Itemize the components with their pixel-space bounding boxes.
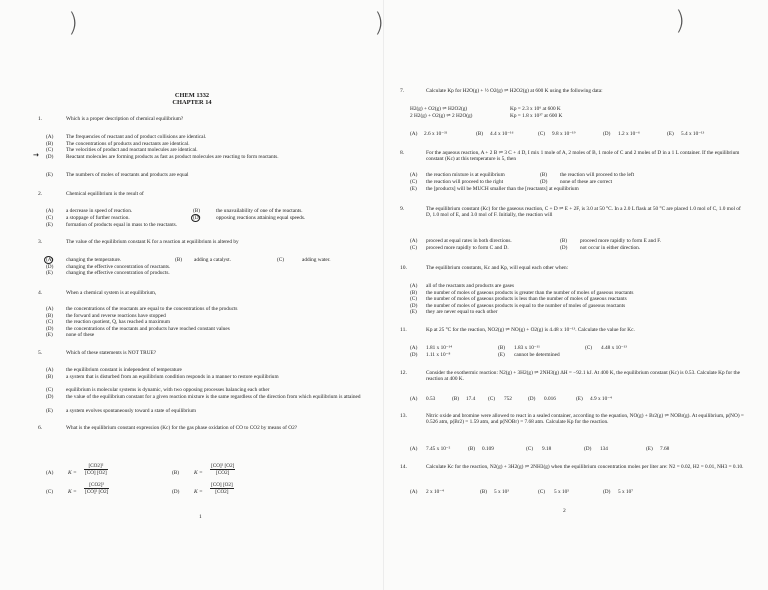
question-stem: When a chemical system is at equilibrium, — [66, 290, 157, 296]
option-text: adding water. — [302, 257, 331, 263]
option-text: a system that is disturbed from an equilibrium condition responds in a manner to restore equilibrium — [66, 373, 279, 380]
option-label: (C) — [526, 446, 534, 452]
option-label: (A) — [46, 134, 54, 140]
option-label: (C) — [46, 319, 54, 325]
question-stem: For the aqueous reaction, A + 2 B ⇌ 3 C + 4 D, I mix 1 mole of A, 2 moles of B, 1 mole of C and 2 moles of D in a 1 L container. If the equilibrium constant (Kc) at this temperature is 5, then — [426, 150, 740, 163]
fraction-denominator: [CO]² [O2] — [85, 489, 109, 495]
option-label: (D) — [193, 215, 201, 221]
option-label: (D) — [46, 153, 54, 160]
binder-hole-mark: ) — [68, 8, 79, 38]
option-text: Reactant molecules are forming products as fast as product molecules are reacting to form reactants. — [66, 153, 279, 160]
option-text: a decrease in speed of reaction. — [66, 208, 133, 214]
option-label: (E) — [576, 396, 583, 402]
option-text: 752 — [504, 396, 512, 402]
option-label: (A) — [410, 489, 418, 495]
option-label: (D) — [603, 131, 611, 137]
fraction-numerator: [CO2]² — [84, 463, 108, 470]
k-expression: K = — [194, 470, 203, 476]
question-number: 14. — [400, 464, 407, 470]
question-stem: Which is a proper description of chemical equilibrium? — [66, 116, 184, 122]
option-label: (D) — [46, 325, 54, 332]
option-label: (A) — [410, 238, 418, 244]
option-label: (C) — [488, 396, 496, 402]
equilibrium-fraction — [84, 482, 109, 495]
option-text: The numbers of moles of reactants and products are equal — [66, 172, 189, 178]
option-text: 17.4 — [466, 396, 476, 402]
option-text: proceed more rapidly to form C and D. — [426, 245, 509, 251]
option-label: (B) — [452, 396, 460, 402]
option-label: (A) — [46, 208, 54, 214]
option-label: (D) — [410, 352, 418, 358]
option-label: (B) — [193, 208, 201, 214]
option-text: proceed more rapidly to form E and F. — [580, 238, 662, 244]
option-text: the concentrations of the reactants are equal to the concentrations of the products — [66, 306, 238, 312]
question-number: 3. — [38, 239, 43, 245]
option-text: opposing reactions attaining equal speeds. — [216, 215, 306, 221]
option-text: 5 x 10⁵ — [554, 489, 570, 495]
fraction-denominator: [CO2] — [215, 489, 229, 495]
chapter-title: CHAPTER 14 — [172, 99, 212, 106]
option-text: 7.68 — [660, 446, 670, 452]
option-label: (D) — [540, 179, 548, 185]
reaction-kp: Kp = 2.3 x 10⁶ at 600 K — [510, 106, 561, 112]
option-label: (B) — [172, 470, 180, 476]
option-text: the [products] will be MUCH smaller than the [reactants] at equilibrium — [426, 186, 579, 192]
reaction-equation: 2 H2(g) + O2(g) ⇌ 2 H2O(g) — [410, 113, 473, 119]
option-label: (A) — [46, 306, 54, 312]
option-label: (A) — [410, 345, 418, 351]
equilibrium-fraction — [210, 482, 234, 495]
option-text: 4.9 x 10⁻⁴ — [590, 396, 612, 402]
option-label: (B) — [410, 289, 418, 296]
option-text: The frequencies of reactant and of product collisions are identical. — [66, 134, 207, 140]
option-label: (D) — [603, 489, 611, 495]
question-stem: Which of these statements is NOT TRUE? — [66, 350, 157, 356]
option-label: (E) — [410, 309, 417, 315]
option-text: cannot be determined — [514, 352, 560, 358]
option-label: (C) — [410, 179, 418, 185]
option-label: (E) — [46, 222, 53, 228]
option-label: (C) — [585, 345, 593, 351]
reaction-kp: Kp = 1.8 x 10³⁷ at 600 K — [510, 113, 563, 119]
option-text: 1.2 x 10⁻⁶ — [618, 131, 640, 137]
option-text: 134 — [600, 446, 608, 452]
question-number: 10. — [400, 265, 407, 271]
option-label: (B) — [476, 131, 484, 137]
option-text: 0.53 — [426, 396, 436, 402]
option-label: (A) — [46, 470, 54, 476]
option-text: the concentrations of the reactants and products have reached constant values — [66, 325, 230, 332]
option-label: (E) — [46, 408, 53, 414]
option-text: equilibrium is molecular systems is dynamic, with two opposing processes balancing each other — [66, 387, 270, 393]
option-label: (E) — [667, 131, 674, 137]
option-text: The velocities of product and reactant molecules are identical. — [66, 147, 198, 153]
option-label: (D) — [584, 446, 592, 452]
option-label: (B) — [46, 312, 54, 319]
option-label: (E) — [46, 172, 53, 178]
option-label: (C) — [277, 257, 285, 263]
option-text: the number of moles of gaseous products is equal to the number of moles of gaseous reactants — [426, 302, 626, 309]
question-stem: The equilibrium constant (Kc) for the gaseous reaction, C + D ⇌ E + 2F, is 3.0 at 50 °C. In a 2.0 L flask at 50 °C are placed 1.0 mol of C, 1.0 mol of D, 1.0 mol of E, and 3.0 mol of F. Initially, the reaction will — [426, 206, 741, 219]
question-number: 8. — [400, 150, 405, 156]
question-stem: Chemical equilibrium is the result of — [66, 191, 144, 197]
option-label: (C) — [46, 215, 54, 221]
option-label: (A) — [410, 172, 418, 178]
course-title: CHEM 1332 — [174, 92, 210, 99]
option-text: 1.11 x 10⁻⁸ — [426, 352, 451, 358]
option-text: a stoppage of further reaction. — [66, 215, 130, 221]
option-text: the unavailability of one of the reactants. — [216, 208, 303, 214]
question-stem: The value of the equilibrium constant K for a reaction at equilibrium is altered by — [66, 239, 239, 245]
option-text: 5 x 10⁷ — [618, 489, 634, 495]
question-number: 11. — [400, 327, 407, 333]
option-text: the reaction will proceed to the right — [426, 179, 504, 185]
option-label: (D) — [172, 489, 180, 495]
option-text: 1.81 x 10⁻¹⁴ — [426, 345, 453, 351]
question-number: 13. — [400, 413, 407, 419]
option-label: (E) — [646, 446, 653, 452]
option-text: 4.4 x 10⁻¹⁶ — [490, 131, 514, 137]
question-stem: The equilibrium constants, Kc and Kp, will equal each other when: — [426, 265, 569, 271]
option-label: (D) — [410, 302, 418, 309]
option-text: The concentrations of products and reactants are identical. — [66, 140, 190, 147]
option-label: (B) — [540, 172, 548, 178]
option-text: 4.48 x 10⁻¹³ — [601, 345, 627, 351]
k-expression: K = — [194, 489, 203, 495]
binder-hole-mark: ) — [374, 8, 385, 38]
option-text: 7.45 x 10⁻² — [426, 446, 451, 452]
option-text: changing the effective concentration of reactants. — [66, 263, 171, 270]
option-label: (B) — [175, 257, 183, 263]
question-number: 1. — [38, 116, 43, 122]
option-text: none of these — [66, 332, 95, 338]
equilibrium-fraction — [210, 463, 235, 476]
option-text: 5 x 10³ — [494, 489, 509, 495]
option-label: (D) — [528, 396, 536, 402]
option-text: changing the effective concentration of products. — [66, 270, 170, 276]
option-text: 0.109 — [482, 446, 494, 452]
option-text: proceed at equal rates in both directions. — [426, 238, 512, 244]
question-stem: Calculate Kp for H2O(g) + ½ O2(g) ⇌ H2O2(g) at 600 K using the following data: — [426, 88, 603, 94]
k-expression: K = — [68, 489, 77, 495]
option-label: (B) — [560, 238, 568, 244]
fraction-numerator: [CO2]² — [84, 482, 109, 489]
option-label: (E) — [46, 270, 53, 276]
option-label: (D) — [46, 393, 54, 400]
option-label: (A) — [410, 283, 418, 289]
option-label: (B) — [480, 489, 488, 495]
option-text: the number of moles of gaseous products is greater than the number of moles of gaseous reactants — [426, 289, 634, 296]
option-text: adding a catalyst. — [194, 257, 231, 263]
option-label: (A) — [410, 446, 418, 452]
option-text: all of the reactants and products are gases — [426, 283, 515, 289]
option-text: 0.016 — [544, 396, 556, 402]
option-label: (B) — [46, 140, 54, 147]
right-page — [374, 0, 768, 590]
question-number: 12. — [400, 370, 407, 376]
question-stem: Calculate Kc for the reaction, N2(g) + 3H2(g) ⇌ 2NH3(g) when the equilibrium concentration moles per liter are: N2 = 0.02, H2 = 0.01, NH3 = 0.10. — [426, 464, 744, 470]
option-text: the reaction mixture is at equilibrium — [426, 172, 505, 178]
option-text: the forward and reverse reactions have stopped — [66, 312, 166, 319]
option-text: the number of moles of gaseous products is less than the number of moles of gaseous reactants — [426, 296, 627, 302]
question-number: 6. — [38, 425, 43, 431]
question-stem: What is the equilibrium constant expression (Kc) for the gas phase oxidation of CO to CO2 by means of O2? — [66, 425, 298, 431]
fraction-numerator: [CO]² [O2] — [211, 463, 235, 469]
option-label: (C) — [46, 387, 54, 393]
question-stem: Kp at 25 °C for the reaction, NO2(g) ⇌ NO(g) + O2(g) is 4.48 x 10⁻¹³. Calculate the value for Kc. — [426, 327, 635, 333]
option-label: (E) — [498, 352, 505, 358]
option-label: (B) — [46, 373, 54, 380]
option-label: (D) — [46, 263, 54, 270]
option-label: (D) — [560, 245, 568, 251]
option-text: they are never equal to each other — [426, 309, 498, 315]
option-label: (E) — [46, 332, 53, 338]
answer-arrow-mark: → — [33, 151, 39, 159]
option-text: the reaction will proceed to the left — [560, 172, 635, 178]
option-label: (A) — [46, 257, 54, 263]
question-number: 2. — [38, 191, 43, 197]
option-label: (E) — [410, 186, 417, 192]
option-label: (B) — [468, 446, 476, 452]
fraction-denominator: [CO2] — [216, 470, 230, 476]
option-text: formation of products equal in mass to the reactants. — [66, 222, 178, 228]
option-label: (C) — [46, 489, 54, 495]
option-text: not occur in either direction. — [580, 245, 641, 251]
question-number: 7. — [400, 88, 405, 94]
option-label: (C) — [410, 245, 418, 251]
option-label: (C) — [46, 147, 54, 153]
option-text: none of these are correct — [560, 179, 613, 185]
option-text: 9.18 — [542, 446, 552, 452]
option-text: 5.4 x 10⁻¹³ — [681, 131, 705, 137]
option-text: a system evolves spontaneously toward a state of equilibrium — [66, 408, 197, 414]
option-label: (B) — [498, 345, 506, 351]
question-number: 4. — [38, 290, 43, 296]
page-number: 2 — [563, 508, 566, 514]
option-text: the reaction quotient, Q, has reached a maximum — [66, 319, 170, 325]
fraction-denominator: [CO] [O2] — [85, 470, 107, 476]
option-text: the equilibrium constant is independent of temperature — [66, 367, 182, 373]
question-number: 5. — [38, 350, 43, 356]
option-label: (A) — [46, 367, 54, 373]
page-number: 1 — [199, 514, 202, 520]
option-label: (C) — [410, 296, 418, 302]
equilibrium-fraction — [84, 463, 108, 476]
fraction-numerator: [CO] [O2] — [211, 482, 233, 488]
option-text: 2.6 x 10⁻³¹ — [424, 131, 448, 137]
question-stem: Consider the exothermic reaction: N2(g) + 3H2(g) ⇌ 2NH3(g) ΔH = −92.1 kJ. At 400 K, the equilibrium constant (Kc) is 0.53. Calculate Kp for the reaction at 400 K. — [426, 370, 740, 383]
option-label: (C) — [538, 131, 546, 137]
reaction-equation: H2(g) + O2(g) ⇌ H2O2(g) — [410, 106, 468, 112]
question-stem: Nitric oxide and bromine were allowed to react in a sealed container, according to the equation, NO(g) + Br2(g) ⇌ NOBr(g). At equilibrium, p(NO) = 0.526 atm, p(Br2) = 1.59 atm, and p(NOBr) = 7.68 atm. Calculate Kp for the reaction. — [426, 413, 744, 426]
option-text: 9.8 x 10⁻¹⁹ — [552, 131, 576, 137]
question-number: 9. — [400, 206, 405, 212]
option-label: (A) — [410, 131, 418, 137]
option-text: changing the temperature. — [66, 257, 122, 263]
option-text: the value of the equilibrium constant for a given reaction mixture is the same regardless of the direction from which equilibrium is attained — [66, 393, 361, 400]
option-text: 2 x 10⁻⁴ — [426, 489, 444, 495]
k-expression: K = — [68, 470, 77, 476]
option-text: 1.83 x 10⁻¹¹ — [514, 345, 540, 351]
binder-hole-mark: ) — [675, 6, 686, 36]
option-label: (C) — [538, 489, 546, 495]
option-label: (A) — [410, 396, 418, 402]
